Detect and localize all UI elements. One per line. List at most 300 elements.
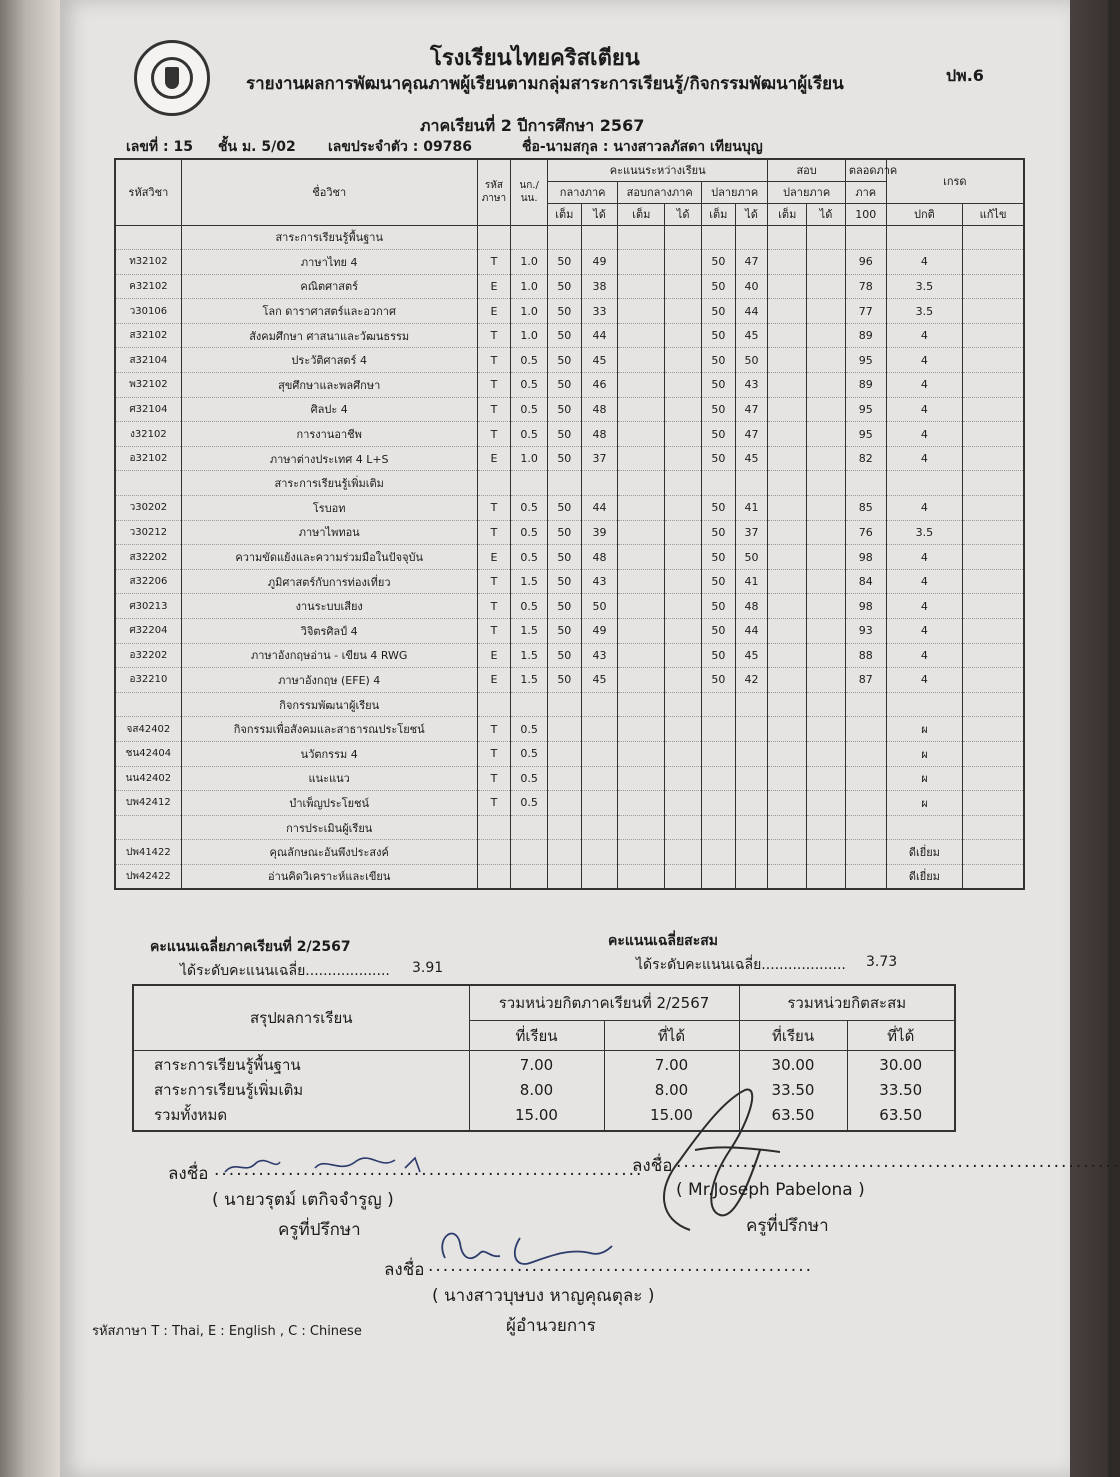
section-row — [115, 692, 1024, 717]
cell-total — [845, 791, 886, 816]
cell-grade: 4 — [886, 422, 963, 447]
cell-gfix — [963, 274, 1024, 299]
cell-name: ภาษาไพทอน — [181, 520, 477, 545]
cell-mf: 50 — [547, 299, 581, 324]
table-cell — [477, 225, 511, 250]
cell-xf — [618, 741, 665, 766]
table-cell — [702, 692, 736, 717]
cell-ff: 50 — [702, 496, 736, 521]
table-cell — [807, 225, 846, 250]
cell-code: ศ32204 — [115, 619, 181, 644]
cell-xf — [618, 250, 665, 275]
table-cell — [807, 815, 846, 840]
teacher1-signature-icon — [220, 1150, 450, 1180]
cell-xg — [665, 766, 702, 791]
cell-ef — [768, 569, 807, 594]
cell-total: 85 — [845, 496, 886, 521]
summary-value: 33.50 — [879, 1081, 923, 1099]
cell-credit: 1.5 — [511, 569, 548, 594]
cell-ff: 50 — [702, 250, 736, 275]
cell-name: วิจิตรศิลป์ 4 — [181, 619, 477, 644]
cell-ff — [702, 766, 736, 791]
table-row — [115, 348, 1024, 373]
table-cell — [768, 692, 807, 717]
cell-ef — [768, 791, 807, 816]
cell-grade: 3.5 — [886, 299, 963, 324]
cell-grade: 4 — [886, 348, 963, 373]
table-cell — [511, 225, 548, 250]
cell-xf — [618, 766, 665, 791]
cell-name: ความขัดแย้งและความร่วมมือในปัจจุบัน — [181, 545, 477, 570]
cell-name: กิจกรรมเพื่อสังคมและสาธารณประโยชน์ — [181, 717, 477, 742]
summary-term-header: รวมหน่วยกิตภาคเรียนที่ 2/2567 — [469, 985, 739, 1021]
cell-grade: 4 — [886, 250, 963, 275]
header-term: ภาค — [845, 181, 886, 203]
term-average-line: ได้ระดับคะแนนเฉลี่ย................... — [180, 963, 390, 979]
cell-grade: 4 — [886, 619, 963, 644]
table-cell — [963, 225, 1024, 250]
cell-ff — [702, 864, 736, 889]
table-cell — [735, 471, 768, 496]
table-cell — [665, 225, 702, 250]
cell-ef — [768, 274, 807, 299]
cell-lang: T — [477, 569, 511, 594]
cell-credit — [511, 864, 548, 889]
grades-body — [115, 225, 1024, 889]
table-cell — [581, 692, 618, 717]
table-row — [115, 397, 1024, 422]
cell-mf: 50 — [547, 668, 581, 693]
cell-code: อ32102 — [115, 446, 181, 471]
cell-xg — [665, 446, 702, 471]
cell-ef — [768, 717, 807, 742]
cell-ff: 50 — [702, 643, 736, 668]
header-midterm-exam: สอบกลางภาค — [618, 181, 702, 203]
cell-ef — [768, 766, 807, 791]
cell-name: การงานอาชีพ — [181, 422, 477, 447]
cell-ef — [768, 643, 807, 668]
cell-lang: T — [477, 348, 511, 373]
teacher1-name: ( นายวรุตม์ เตกิจจำรูญ ) — [212, 1190, 394, 1210]
cell-name: ภูมิศาสตร์กับการท่องเที่ยว — [181, 569, 477, 594]
cell-xg — [665, 274, 702, 299]
cell-mg: 50 — [581, 594, 618, 619]
cell-mf: 50 — [547, 348, 581, 373]
cell-mf — [547, 791, 581, 816]
cell-mf: 50 — [547, 397, 581, 422]
cell-gfix — [963, 791, 1024, 816]
cell-ef — [768, 864, 807, 889]
cell-grade: 4 — [886, 594, 963, 619]
cell-ff: 50 — [702, 274, 736, 299]
cell-eg — [807, 569, 846, 594]
sign-label-teacher1: ลงชื่อ — [168, 1164, 209, 1184]
cell-eg — [807, 397, 846, 422]
cell-xg — [665, 496, 702, 521]
summary-studied-header: ที่เรียน — [469, 1021, 604, 1051]
summary-title: สรุปผลการเรียน — [133, 985, 469, 1051]
cell-eg — [807, 422, 846, 447]
cell-name: คุณลักษณะอันพึงประสงค์ — [181, 840, 477, 865]
table-row — [115, 545, 1024, 570]
table-cell — [735, 225, 768, 250]
table-cell — [618, 815, 665, 840]
summary-value: 7.00 — [519, 1056, 554, 1074]
school-name: โรงเรียนไทยคริสเตียน — [430, 46, 640, 71]
table-cell — [735, 815, 768, 840]
cell-credit: 0.5 — [511, 520, 548, 545]
cell-name: แนะแนว — [181, 766, 477, 791]
table-cell — [845, 225, 886, 250]
table-cell — [665, 815, 702, 840]
cell-mf: 50 — [547, 250, 581, 275]
cell-total: 89 — [845, 323, 886, 348]
cell-eg — [807, 373, 846, 398]
cell-ff: 50 — [702, 323, 736, 348]
cell-grade: 4 — [886, 643, 963, 668]
cell-grade: 4 — [886, 373, 963, 398]
term-average-label: คะแนนเฉลี่ยภาคเรียนที่ 2/2567 — [150, 939, 351, 955]
term-line: ภาคเรียนที่ 2 ปีการศึกษา 2567 — [420, 116, 645, 135]
cell-xg — [665, 594, 702, 619]
cell-xf — [618, 274, 665, 299]
cell-xg — [665, 323, 702, 348]
director-name: ( นางสาวบุษบง หาญคุณตุละ ) — [432, 1286, 655, 1306]
cell-lang: T — [477, 717, 511, 742]
cell-total: 77 — [845, 299, 886, 324]
cell-grade: 3.5 — [886, 520, 963, 545]
cell-code: ว30202 — [115, 496, 181, 521]
cell-credit: 0.5 — [511, 373, 548, 398]
cell-code: ส32202 — [115, 545, 181, 570]
cell-code: ศ32104 — [115, 397, 181, 422]
cell-code: พ32102 — [115, 373, 181, 398]
cell-gfix — [963, 741, 1024, 766]
cell-name: ประวัติศาสตร์ 4 — [181, 348, 477, 373]
cell-code: ศ30213 — [115, 594, 181, 619]
cell-ff: 50 — [702, 348, 736, 373]
section-title: สาระการเรียนรู้เพิ่มเติม — [181, 471, 477, 496]
cell-credit: 0.5 — [511, 791, 548, 816]
cell-credit: 1.0 — [511, 250, 548, 275]
cell-credit: 1.5 — [511, 619, 548, 644]
cell-xf — [618, 594, 665, 619]
table-cell — [115, 225, 181, 250]
cell-name: โรบอท — [181, 496, 477, 521]
header-final: ปลายภาค — [702, 181, 768, 203]
cell-mg: 48 — [581, 422, 618, 447]
cell-fg — [735, 791, 768, 816]
header-code: รหัสวิชา — [115, 159, 181, 225]
table-cell — [618, 692, 665, 717]
header-normal: ปกติ — [886, 203, 963, 225]
cell-credit: 1.0 — [511, 446, 548, 471]
cell-xg — [665, 422, 702, 447]
summary-value: 33.50 — [771, 1081, 815, 1099]
cell-total: 95 — [845, 348, 886, 373]
cell-xf — [618, 791, 665, 816]
cell-gfix — [963, 643, 1024, 668]
header-credit: นก./นน. — [511, 159, 548, 225]
cell-lang: T — [477, 619, 511, 644]
table-cell — [963, 815, 1024, 840]
table-row — [115, 446, 1024, 471]
header-total: ตลอดภาค — [845, 159, 886, 181]
cell-total: 87 — [845, 668, 886, 693]
cell-ff: 50 — [702, 397, 736, 422]
table-cell — [886, 815, 963, 840]
cell-lang: T — [477, 250, 511, 275]
cell-eg — [807, 348, 846, 373]
cell-xg — [665, 569, 702, 594]
cell-ff: 50 — [702, 446, 736, 471]
table-row — [115, 643, 1024, 668]
cell-mf: 50 — [547, 643, 581, 668]
cell-ff — [702, 791, 736, 816]
header-fix: แก้ไข — [963, 203, 1024, 225]
cell-mg: 44 — [581, 496, 618, 521]
teacher2-name: ( Mr.Joseph Pabelona ) — [676, 1180, 865, 1200]
cell-credit: 0.5 — [511, 594, 548, 619]
cell-total: 88 — [845, 643, 886, 668]
cell-mf: 50 — [547, 520, 581, 545]
cell-name: ภาษาอังกฤษอ่าน - เขียน 4 RWG — [181, 643, 477, 668]
cell-grade: 4 — [886, 545, 963, 570]
cell-mg: 43 — [581, 643, 618, 668]
cell-mg: 45 — [581, 348, 618, 373]
cell-credit: 1.5 — [511, 643, 548, 668]
cell-total — [845, 864, 886, 889]
cell-fg — [735, 741, 768, 766]
cell-total — [845, 717, 886, 742]
cell-code: ปพ42422 — [115, 864, 181, 889]
cumulative-average-line: ได้ระดับคะแนนเฉลี่ย................... — [636, 957, 846, 973]
table-cell — [581, 815, 618, 840]
cell-eg — [807, 496, 846, 521]
cell-fg: 42 — [735, 668, 768, 693]
cell-total — [845, 766, 886, 791]
cell-fg: 45 — [735, 643, 768, 668]
cell-grade: 4 — [886, 323, 963, 348]
cell-grade: 4 — [886, 569, 963, 594]
cell-code: บพ42412 — [115, 791, 181, 816]
cell-credit: 0.5 — [511, 741, 548, 766]
header-during: คะแนนระหว่างเรียน — [547, 159, 767, 181]
summary-label: สาระการเรียนรู้เพิ่มเติม — [154, 1081, 304, 1099]
cell-lang: T — [477, 373, 511, 398]
cell-lang: T — [477, 323, 511, 348]
cell-total: 89 — [845, 373, 886, 398]
cell-eg — [807, 864, 846, 889]
cell-grade: 4 — [886, 668, 963, 693]
cell-mf: 50 — [547, 274, 581, 299]
cell-xf — [618, 520, 665, 545]
cell-lang: T — [477, 791, 511, 816]
cell-credit: 1.5 — [511, 668, 548, 693]
cell-fg: 45 — [735, 323, 768, 348]
cell-mf — [547, 864, 581, 889]
table-row — [115, 864, 1024, 889]
cell-code: ท32102 — [115, 250, 181, 275]
student-number: เลขที่ : 15 — [126, 139, 193, 155]
cell-ff — [702, 840, 736, 865]
cell-lang: T — [477, 594, 511, 619]
cell-code: ปพ41422 — [115, 840, 181, 865]
cell-eg — [807, 643, 846, 668]
cell-code: ง32102 — [115, 422, 181, 447]
language-code-footnote: รหัสภาษา T : Thai, E : English , C : Chinese — [92, 1324, 362, 1339]
cell-gfix — [963, 840, 1024, 865]
cell-xg — [665, 643, 702, 668]
cell-ef — [768, 323, 807, 348]
cell-code: ส32206 — [115, 569, 181, 594]
header-got: ได้ — [581, 203, 618, 225]
cell-ef — [768, 741, 807, 766]
cell-mg: 33 — [581, 299, 618, 324]
cell-credit: 0.5 — [511, 348, 548, 373]
table-row — [115, 250, 1024, 275]
cell-fg — [735, 864, 768, 889]
header-midterm: กลางภาค — [547, 181, 617, 203]
cell-mg — [581, 766, 618, 791]
cell-ef — [768, 422, 807, 447]
table-cell — [581, 225, 618, 250]
table-cell — [547, 225, 581, 250]
table-cell — [511, 815, 548, 840]
table-cell — [768, 225, 807, 250]
summary-value: 63.50 — [771, 1106, 815, 1124]
cell-mf: 50 — [547, 619, 581, 644]
header-got: ได้ — [665, 203, 702, 225]
cell-ff: 50 — [702, 594, 736, 619]
cell-credit: 1.0 — [511, 323, 548, 348]
teacher1-role: ครูที่ปรึกษา — [278, 1220, 361, 1240]
sign-dotted-line: ............................................................ — [676, 1152, 1120, 1172]
table-row — [115, 422, 1024, 447]
cell-fg: 37 — [735, 520, 768, 545]
cell-lang: E — [477, 545, 511, 570]
cell-lang: T — [477, 520, 511, 545]
table-row — [115, 717, 1024, 742]
summary-value: 8.00 — [519, 1081, 554, 1099]
table-cell — [618, 471, 665, 496]
cell-mg: 39 — [581, 520, 618, 545]
cell-xf — [618, 619, 665, 644]
cell-ff — [702, 717, 736, 742]
cell-fg: 44 — [735, 619, 768, 644]
cell-eg — [807, 741, 846, 766]
cell-lang: T — [477, 422, 511, 447]
table-cell — [702, 815, 736, 840]
student-id: เลขประจำตัว : 09786 — [328, 139, 472, 155]
cell-gfix — [963, 594, 1024, 619]
cell-mf — [547, 717, 581, 742]
cell-total — [845, 741, 886, 766]
cell-mg — [581, 840, 618, 865]
table-cell — [115, 692, 181, 717]
cell-ef — [768, 299, 807, 324]
cell-code: ว30106 — [115, 299, 181, 324]
cell-ef — [768, 594, 807, 619]
cell-grade: ผ — [886, 717, 963, 742]
summary-label: รวมทั้งหมด — [154, 1106, 228, 1124]
cell-xf — [618, 422, 665, 447]
cell-eg — [807, 766, 846, 791]
cell-xg — [665, 741, 702, 766]
cell-fg: 41 — [735, 496, 768, 521]
table-cell — [702, 225, 736, 250]
cell-name: ศิลปะ 4 — [181, 397, 477, 422]
cell-xg — [665, 299, 702, 324]
cell-code: อ32202 — [115, 643, 181, 668]
cell-fg: 50 — [735, 348, 768, 373]
cell-xg — [665, 520, 702, 545]
cell-grade: ดีเยี่ยม — [886, 864, 963, 889]
cell-gfix — [963, 545, 1024, 570]
cell-mg: 43 — [581, 569, 618, 594]
cell-name: โลก ดาราศาสตร์และอวกาศ — [181, 299, 477, 324]
summary-value: 30.00 — [879, 1056, 923, 1074]
cell-fg: 44 — [735, 299, 768, 324]
cell-code: ค32102 — [115, 274, 181, 299]
cell-eg — [807, 274, 846, 299]
sign-label-director: ลงชื่อ — [384, 1260, 425, 1280]
cell-xf — [618, 840, 665, 865]
header-subject: ชื่อวิชา — [181, 159, 477, 225]
cell-fg: 48 — [735, 594, 768, 619]
summary-earned-header: ที่ได้ — [847, 1021, 955, 1051]
cell-gfix — [963, 668, 1024, 693]
table-cell — [547, 471, 581, 496]
cell-eg — [807, 250, 846, 275]
cell-gfix — [963, 569, 1024, 594]
cell-fg: 43 — [735, 373, 768, 398]
cell-credit: 0.5 — [511, 717, 548, 742]
cell-lang: E — [477, 274, 511, 299]
table-cell — [886, 692, 963, 717]
table-cell — [807, 692, 846, 717]
cell-mg — [581, 741, 618, 766]
summary-value: 30.00 — [771, 1056, 815, 1074]
cell-name: คณิตศาสตร์ — [181, 274, 477, 299]
cell-eg — [807, 323, 846, 348]
form-code: ปพ.6 — [946, 66, 984, 85]
summary-label: สาระการเรียนรู้พื้นฐาน — [154, 1056, 301, 1074]
table-cell — [618, 225, 665, 250]
director-role: ผู้อำนวยการ — [506, 1316, 596, 1336]
cell-total: 78 — [845, 274, 886, 299]
cell-total: 84 — [845, 569, 886, 594]
summary-value: 63.50 — [879, 1106, 923, 1124]
table-cell — [768, 815, 807, 840]
summary-table — [132, 984, 956, 1132]
summary-cumulative-header: รวมหน่วยกิตสะสม — [739, 985, 955, 1021]
cell-ff: 50 — [702, 520, 736, 545]
cell-xf — [618, 864, 665, 889]
cell-xg — [665, 717, 702, 742]
cell-code: ส32104 — [115, 348, 181, 373]
student-name: ชื่อ-นามสกุล : นางสาวลภัสดา เทียนบุญ — [522, 139, 763, 155]
sign-dotted-line: .................................................... — [428, 1256, 813, 1276]
cell-ef — [768, 373, 807, 398]
table-row — [115, 594, 1024, 619]
header-lang: รหัสภาษา — [477, 159, 511, 225]
cell-gfix — [963, 397, 1024, 422]
cell-ff: 50 — [702, 422, 736, 447]
header-full: เต็ม — [547, 203, 581, 225]
cell-fg: 47 — [735, 250, 768, 275]
cell-xf — [618, 323, 665, 348]
